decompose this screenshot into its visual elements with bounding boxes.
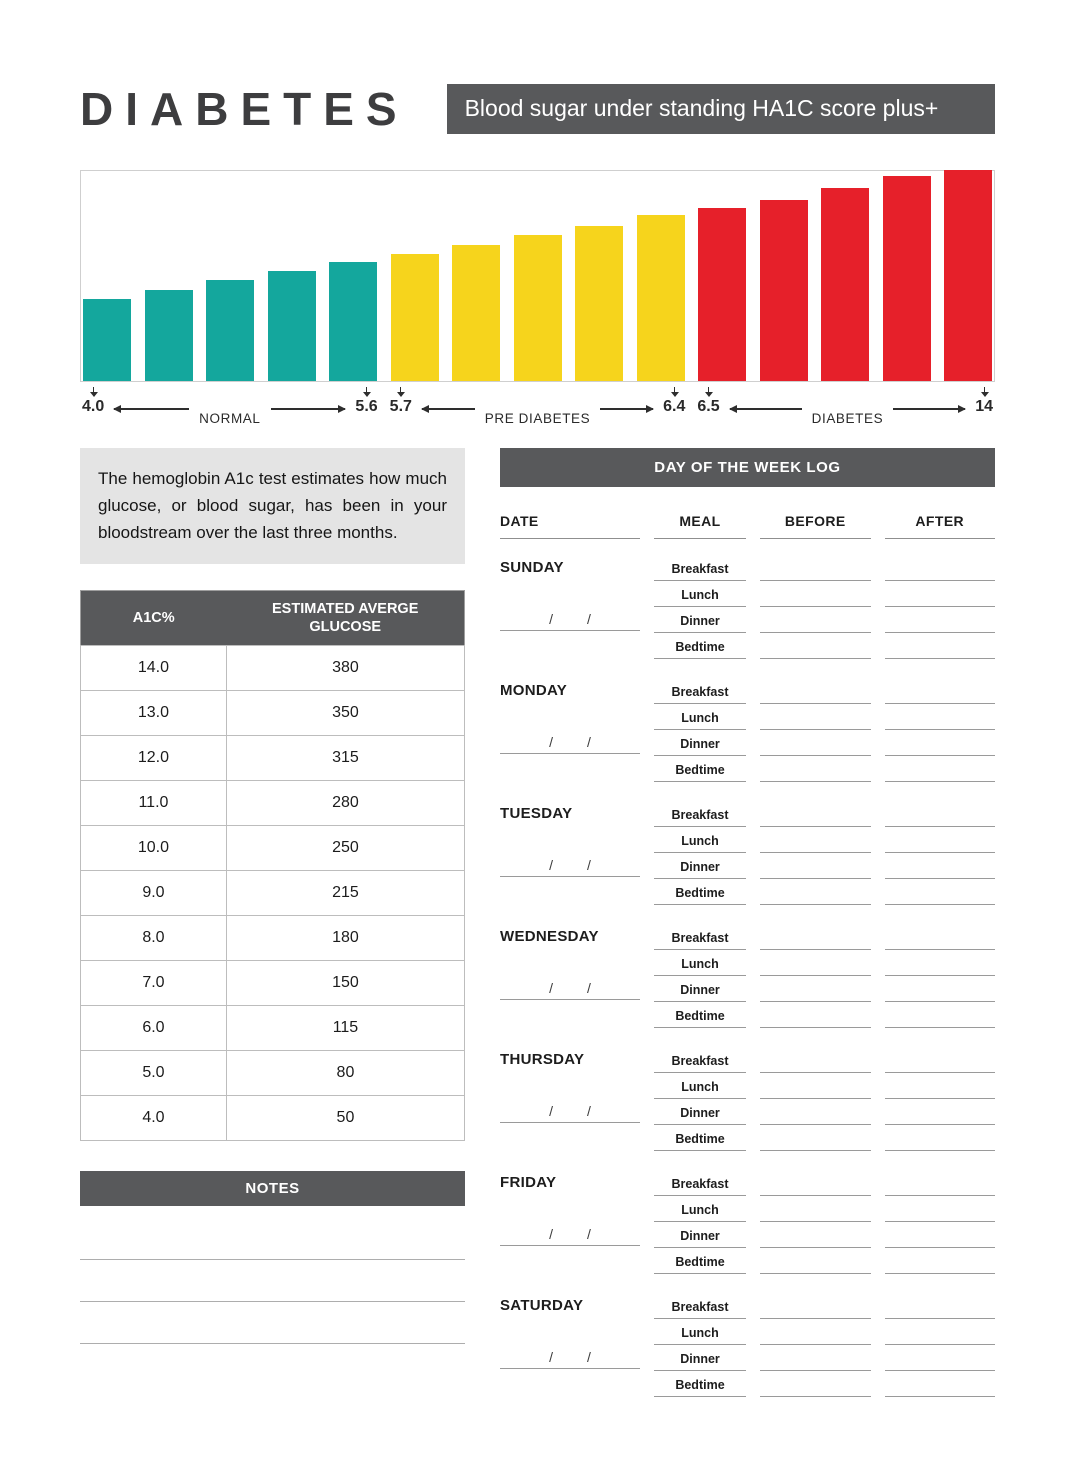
axis-value: 14 — [975, 398, 994, 415]
a1c-value-cell: 7.0 — [81, 960, 227, 1005]
date-slash: / — [549, 611, 553, 627]
date-slash: / — [549, 734, 553, 750]
meal-label: Breakfast — [654, 685, 746, 704]
range-label-normal: NORMAL — [199, 411, 261, 426]
axis-tick-start — [697, 387, 719, 416]
before-entry-line[interactable] — [760, 1073, 871, 1099]
after-entry-line[interactable] — [885, 555, 996, 581]
meal-label: Dinner — [654, 614, 746, 633]
axis-value: 5.6 — [355, 398, 378, 415]
date-slash: / — [549, 980, 553, 996]
chart-bar-normal — [206, 280, 254, 381]
axis-value: 4.0 — [82, 398, 105, 415]
after-entry-line[interactable] — [885, 1125, 996, 1151]
after-entry-line[interactable] — [885, 704, 996, 730]
glucose-column-header: ESTIMATED AVERGE GLUCOSE — [226, 590, 464, 645]
day-name: THURSDAY — [500, 1051, 585, 1068]
chart-axis — [80, 387, 995, 426]
after-entry-line[interactable] — [885, 581, 996, 607]
chart-bar-diabetes — [883, 176, 931, 381]
a1c-table-row — [81, 825, 465, 870]
axis-value: 6.5 — [697, 398, 720, 415]
chart-bar-normal — [145, 290, 193, 381]
after-entry-line[interactable] — [885, 1002, 996, 1028]
date-slash: / — [549, 1349, 553, 1365]
after-entry-line[interactable] — [885, 1371, 996, 1397]
date-entry-line[interactable] — [500, 980, 640, 1000]
date-entry-line[interactable] — [500, 857, 640, 877]
before-entry-line[interactable] — [760, 853, 871, 879]
chart-bar-pre-diabetes — [637, 215, 685, 381]
glucose-value-cell: 280 — [226, 780, 464, 825]
before-entry-line[interactable] — [760, 607, 871, 633]
a1c-table-row — [81, 645, 465, 690]
after-entry-line[interactable] — [885, 1293, 996, 1319]
date-slash: / — [549, 857, 553, 873]
chart-bar-normal — [268, 271, 316, 381]
a1c-value-cell: 5.0 — [81, 1050, 227, 1095]
meal-label: Lunch — [654, 588, 746, 607]
before-entry-line[interactable] — [760, 1099, 871, 1125]
meal-label: Breakfast — [654, 1177, 746, 1196]
before-entry-line[interactable] — [760, 1371, 871, 1397]
date-slash: / — [587, 980, 591, 996]
after-entry-line[interactable] — [885, 879, 996, 905]
day-block-saturday — [500, 1293, 995, 1397]
before-entry-line[interactable] — [760, 950, 871, 976]
a1c-table-row — [81, 735, 465, 780]
content-columns — [80, 448, 995, 1397]
meal-label: Dinner — [654, 1229, 746, 1248]
page-title: DIABETES — [80, 83, 409, 135]
day-log-blocks — [500, 555, 995, 1397]
meal-label: Breakfast — [654, 808, 746, 827]
a1c-value-cell: 8.0 — [81, 915, 227, 960]
before-entry-line[interactable] — [760, 581, 871, 607]
before-entry-line[interactable] — [760, 1222, 871, 1248]
after-entry-line[interactable] — [885, 1319, 996, 1345]
axis-value: 5.7 — [389, 398, 412, 415]
meal-label: Lunch — [654, 957, 746, 976]
day-name: WEDNESDAY — [500, 928, 599, 945]
a1c-value-cell: 12.0 — [81, 735, 227, 780]
day-date-column — [500, 678, 640, 782]
meal-label: Lunch — [654, 834, 746, 853]
meal-rows — [654, 801, 995, 905]
a1c-table-row — [81, 960, 465, 1005]
before-entry-line[interactable] — [760, 633, 871, 659]
meal-rows — [654, 1047, 995, 1151]
day-name: FRIDAY — [500, 1174, 557, 1191]
a1c-value-cell: 13.0 — [81, 690, 227, 735]
before-entry-line[interactable] — [760, 976, 871, 1002]
chart-bar-normal — [329, 262, 377, 381]
glucose-value-cell: 50 — [226, 1095, 464, 1140]
before-entry-line[interactable] — [760, 827, 871, 853]
after-entry-line[interactable] — [885, 1047, 996, 1073]
meal-rows — [654, 924, 995, 1028]
meal-label: Bedtime — [654, 1009, 746, 1028]
day-name: SATURDAY — [500, 1297, 584, 1314]
a1c-table-row — [81, 870, 465, 915]
tick-down-icon — [400, 387, 401, 392]
day-name: TUESDAY — [500, 805, 573, 822]
day-block-monday — [500, 678, 995, 782]
meal-label: Bedtime — [654, 1378, 746, 1397]
after-entry-line[interactable] — [885, 1222, 996, 1248]
after-entry-line[interactable] — [885, 853, 996, 879]
range-label-pre-diabetes: PRE DIABETES — [484, 411, 591, 426]
after-entry-line[interactable] — [885, 1196, 996, 1222]
date-slash: / — [549, 1226, 553, 1242]
meal-label: Bedtime — [654, 1255, 746, 1274]
day-date-column — [500, 1047, 640, 1151]
axis-segment-pre-diabetes — [384, 387, 692, 426]
before-entry-line[interactable] — [760, 1196, 871, 1222]
tick-down-icon — [984, 387, 985, 392]
day-date-column — [500, 555, 640, 659]
meal-rows — [654, 1170, 995, 1274]
range-arrow-line — [730, 408, 802, 410]
after-entry-line[interactable] — [885, 1073, 996, 1099]
a1c-value-cell: 10.0 — [81, 825, 227, 870]
a1c-glucose-table — [80, 590, 465, 1141]
range-arrow-line — [271, 408, 346, 410]
day-block-thursday — [500, 1047, 995, 1151]
before-entry-line[interactable] — [760, 1125, 871, 1151]
axis-value: 6.4 — [663, 398, 686, 415]
a1c-value-cell: 14.0 — [81, 645, 227, 690]
glucose-value-cell: 380 — [226, 645, 464, 690]
a1c-table-row — [81, 690, 465, 735]
chart-bar-pre-diabetes — [452, 245, 500, 381]
chart-bar-normal — [83, 299, 131, 381]
day-date-column — [500, 1293, 640, 1397]
date-slash: / — [587, 1103, 591, 1119]
tick-down-icon — [93, 387, 94, 392]
left-column — [80, 448, 465, 1397]
before-entry-line[interactable] — [760, 678, 871, 704]
before-entry-line[interactable] — [760, 756, 871, 782]
a1c-table-row — [81, 1005, 465, 1050]
range-arrow-line — [114, 408, 189, 410]
a1c-value-cell: 6.0 — [81, 1005, 227, 1050]
meal-label: Dinner — [654, 1106, 746, 1125]
date-entry-line[interactable] — [500, 611, 640, 631]
log-column-headers — [500, 513, 995, 539]
a1c-column-header: A1C% — [81, 590, 227, 645]
meal-label: Dinner — [654, 860, 746, 879]
subtitle-banner: Blood sugar under standing HA1C score plus+ — [447, 84, 995, 133]
before-entry-line[interactable] — [760, 704, 871, 730]
column-header-after: AFTER — [885, 513, 996, 539]
before-entry-line[interactable] — [760, 1047, 871, 1073]
meal-label: Breakfast — [654, 931, 746, 950]
glucose-value-cell: 115 — [226, 1005, 464, 1050]
date-entry-line[interactable] — [500, 1226, 640, 1246]
column-header-date: DATE — [500, 513, 640, 539]
meal-rows — [654, 1293, 995, 1397]
meal-label: Bedtime — [654, 763, 746, 782]
before-entry-line[interactable] — [760, 555, 871, 581]
column-header-meal: MEAL — [654, 513, 746, 539]
meal-label: Lunch — [654, 1203, 746, 1222]
a1c-table-row — [81, 915, 465, 960]
a1c-table-row — [81, 780, 465, 825]
meal-label: Lunch — [654, 1326, 746, 1345]
date-slash: / — [587, 611, 591, 627]
range-arrow-line — [893, 408, 965, 410]
day-block-tuesday — [500, 801, 995, 905]
meal-label: Breakfast — [654, 562, 746, 581]
a1c-table-row — [81, 1095, 465, 1140]
after-entry-line[interactable] — [885, 1099, 996, 1125]
tick-down-icon — [674, 387, 675, 392]
after-entry-line[interactable] — [885, 1248, 996, 1274]
glucose-value-cell: 250 — [226, 825, 464, 870]
range-arrow-line — [600, 408, 653, 410]
a1c-table-body — [81, 645, 465, 1140]
before-entry-line[interactable] — [760, 924, 871, 950]
meal-rows — [654, 678, 995, 782]
tick-down-icon — [366, 387, 367, 392]
notes-lines — [80, 1218, 465, 1344]
notes-header: NOTES — [80, 1171, 465, 1206]
day-block-sunday — [500, 555, 995, 659]
date-slash: / — [587, 734, 591, 750]
meal-label: Breakfast — [654, 1300, 746, 1319]
date-entry-line[interactable] — [500, 1349, 640, 1369]
after-entry-line[interactable] — [885, 730, 996, 756]
ha1c-chart — [80, 170, 995, 426]
axis-segment-diabetes — [691, 387, 995, 426]
axis-tick-end — [975, 387, 993, 416]
chart-bar-pre-diabetes — [391, 254, 439, 381]
chart-bars — [80, 170, 995, 382]
after-entry-line[interactable] — [885, 801, 996, 827]
meal-label: Bedtime — [654, 1132, 746, 1151]
axis-tick-end — [355, 387, 377, 416]
notes-entry-line[interactable] — [80, 1302, 465, 1344]
date-slash: / — [549, 1103, 553, 1119]
meal-rows — [654, 555, 995, 659]
axis-segment-normal — [80, 387, 384, 426]
after-entry-line[interactable] — [885, 633, 996, 659]
meal-label: Dinner — [654, 1352, 746, 1371]
before-entry-line[interactable] — [760, 1345, 871, 1371]
date-slash: / — [587, 1349, 591, 1365]
before-entry-line[interactable] — [760, 1002, 871, 1028]
after-entry-line[interactable] — [885, 678, 996, 704]
chart-bar-pre-diabetes — [575, 226, 623, 381]
glucose-value-cell: 150 — [226, 960, 464, 1005]
after-entry-line[interactable] — [885, 950, 996, 976]
meal-label: Lunch — [654, 1080, 746, 1099]
axis-tick-end — [663, 387, 685, 416]
tick-down-icon — [708, 387, 709, 392]
meal-label: Breakfast — [654, 1054, 746, 1073]
before-entry-line[interactable] — [760, 1293, 871, 1319]
date-entry-line[interactable] — [500, 734, 640, 754]
date-slash: / — [587, 1226, 591, 1242]
chart-bar-diabetes — [698, 208, 746, 381]
before-entry-line[interactable] — [760, 1319, 871, 1345]
after-entry-line[interactable] — [885, 827, 996, 853]
day-date-column — [500, 801, 640, 905]
glucose-value-cell: 350 — [226, 690, 464, 735]
before-entry-line[interactable] — [760, 1248, 871, 1274]
date-entry-line[interactable] — [500, 1103, 640, 1123]
axis-tick-start — [390, 387, 412, 416]
meal-label: Bedtime — [654, 886, 746, 905]
header — [80, 82, 995, 136]
glucose-value-cell: 215 — [226, 870, 464, 915]
meal-label: Lunch — [654, 711, 746, 730]
after-entry-line[interactable] — [885, 1170, 996, 1196]
right-column — [500, 448, 995, 1397]
glucose-value-cell: 180 — [226, 915, 464, 960]
notes-entry-line[interactable] — [80, 1260, 465, 1302]
after-entry-line[interactable] — [885, 924, 996, 950]
range-label-diabetes: DIABETES — [811, 411, 884, 426]
date-slash: / — [587, 857, 591, 873]
before-entry-line[interactable] — [760, 730, 871, 756]
a1c-value-cell: 4.0 — [81, 1095, 227, 1140]
after-entry-line[interactable] — [885, 607, 996, 633]
a1c-table-header-row — [81, 590, 465, 645]
range-arrow-line — [422, 408, 475, 410]
info-box: The hemoglobin A1c test estimates how much glucose, or blood sugar, has been in your bloodstream over the last three months. — [80, 448, 465, 564]
before-entry-line[interactable] — [760, 1170, 871, 1196]
chart-bar-diabetes — [821, 188, 869, 381]
log-title: DAY OF THE WEEK LOG — [500, 448, 995, 487]
glucose-value-cell: 315 — [226, 735, 464, 780]
before-entry-line[interactable] — [760, 879, 871, 905]
a1c-value-cell: 9.0 — [81, 870, 227, 915]
day-block-wednesday — [500, 924, 995, 1028]
after-entry-line[interactable] — [885, 976, 996, 1002]
day-block-friday — [500, 1170, 995, 1274]
chart-bar-diabetes — [944, 170, 992, 381]
after-entry-line[interactable] — [885, 1345, 996, 1371]
chart-bar-diabetes — [760, 200, 808, 381]
meal-label: Dinner — [654, 983, 746, 1002]
column-header-before: BEFORE — [760, 513, 871, 539]
after-entry-line[interactable] — [885, 756, 996, 782]
glucose-value-cell: 80 — [226, 1050, 464, 1095]
a1c-value-cell: 11.0 — [81, 780, 227, 825]
day-name: MONDAY — [500, 682, 568, 699]
meal-label: Dinner — [654, 737, 746, 756]
chart-bar-pre-diabetes — [514, 235, 562, 381]
day-date-column — [500, 1170, 640, 1274]
axis-tick-start — [82, 387, 104, 416]
a1c-table-row — [81, 1050, 465, 1095]
day-date-column — [500, 924, 640, 1028]
notes-entry-line[interactable] — [80, 1218, 465, 1260]
meal-label: Bedtime — [654, 640, 746, 659]
before-entry-line[interactable] — [760, 801, 871, 827]
day-name: SUNDAY — [500, 559, 564, 576]
